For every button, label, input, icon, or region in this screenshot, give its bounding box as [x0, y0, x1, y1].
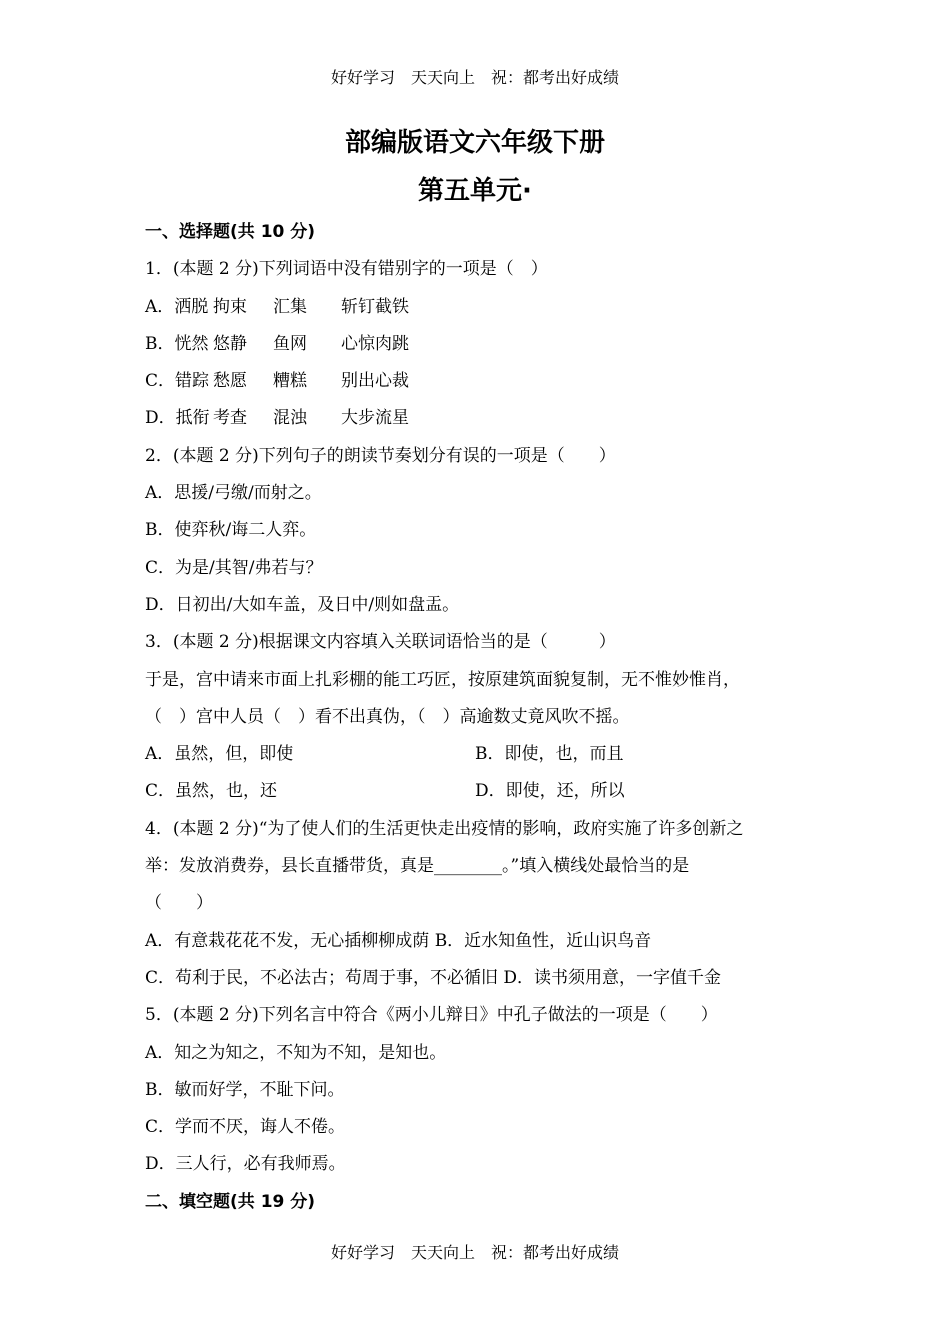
answer-option: C．虽然，也，还 [145, 781, 278, 802]
question-stem: 2．(本题 2 分)下列句子的朗读节奏划分有误的一项是（ ） [145, 445, 616, 466]
page-footer: 好好学习 天天向上 祝：都考出好成绩 [330, 1243, 619, 1262]
answer-option: D．即使，还，所以 [475, 781, 625, 802]
answer-option: C．学而不厌，诲人不倦。 [145, 1117, 346, 1138]
answer-option: C．为是/其智/弗若与？ [145, 557, 323, 578]
section-heading: 一、选择题(共 10 分) [145, 222, 316, 242]
question-stem: 1．(本题 2 分)下列词语中没有错别字的一项是（ ） [145, 259, 548, 280]
answer-option-row [145, 736, 817, 773]
answer-option: D．读书须用意，一字值千金 [503, 967, 722, 988]
question-stem: 4．(本题 2 分)“为了使人们的生活更快走出疫情的影响，政府实施了许多创新之 [145, 818, 744, 839]
answer-option [145, 326, 817, 363]
answer-option-row [145, 773, 817, 810]
option-part: 汇集 [273, 296, 307, 317]
page-header: 好好学习 天天向上 祝：都考出好成绩 [330, 68, 619, 87]
answer-option-row [145, 960, 817, 997]
answer-option [145, 400, 817, 437]
option-part: D．抵衔 [145, 408, 210, 429]
option-part: 斩钉截铁 [341, 296, 409, 317]
answer-option [145, 363, 817, 400]
section-heading: 二、填空题(共 19 分) [145, 1191, 316, 1212]
answer-option: D．日初出/大如车盖，及日中/则如盘盂。 [145, 594, 460, 615]
question-stem: （ ） [145, 893, 213, 914]
answer-option: B．近水知鱼性，近山识鸟音 [434, 930, 652, 951]
unit-title: 第五单元· [418, 176, 532, 206]
question-stem: 3．(本题 2 分)根据课文内容填入关联词语恰当的是（ ） [145, 632, 616, 653]
option-part: A．洒脱 [145, 296, 209, 317]
option-part: 考查 [213, 408, 247, 429]
option-part: 糟糕 [273, 371, 307, 392]
option-part: 鱼网 [273, 333, 307, 354]
option-part: 心惊肉跳 [341, 333, 409, 354]
question-stem: 举：发放消费券，县长直播带货，真是________。”填入横线处最恰当的是 [145, 856, 690, 877]
answer-option: B．敏而好学，不耻下问。 [145, 1079, 345, 1100]
question-passage: 于是，宫中请来市面上扎彩棚的能工巧匠，按原建筑面貌复制，无不惟妙惟肖， [145, 669, 740, 690]
document-title: 部编版语文六年级下册 [344, 128, 605, 158]
answer-option: A．虽然，但，即使 [145, 744, 294, 765]
option-part: B．恍然 [145, 333, 209, 354]
answer-option-row [145, 923, 817, 960]
option-part: 别出心裁 [341, 371, 409, 392]
option-part: C．错踪 [145, 371, 210, 392]
answer-option: B．即使，也，而且 [475, 744, 624, 765]
answer-option [145, 289, 817, 326]
answer-option: A．思援/弓缴/而射之。 [145, 483, 322, 504]
question-passage: （ ）宫中人员（ ）看不出真伪，（ ）高逾数丈竟风吹不摇。 [145, 706, 630, 727]
option-part: 悠静 [213, 333, 247, 354]
question-stem: 5．(本题 2 分)下列名言中符合《两小儿辩日》中孔子做法的一项是（ ） [145, 1005, 718, 1026]
option-part: 愁愿 [213, 371, 247, 392]
option-part: 大步流星 [341, 408, 409, 429]
option-part: 拘束 [213, 296, 247, 317]
option-part: 混浊 [273, 408, 307, 429]
answer-option: A．知之为知之，不知为不知，是知也。 [145, 1042, 447, 1063]
answer-option: B．使弈秋/诲二人弈。 [145, 520, 317, 541]
exam-content [145, 214, 817, 1221]
answer-option: A．有意栽花花不发，无心插柳柳成荫 [145, 930, 430, 951]
answer-option: C．苟利于民，不必法古；苟周于事，不必循旧 [145, 967, 499, 988]
answer-option: D．三人行，必有我师焉。 [145, 1154, 346, 1175]
